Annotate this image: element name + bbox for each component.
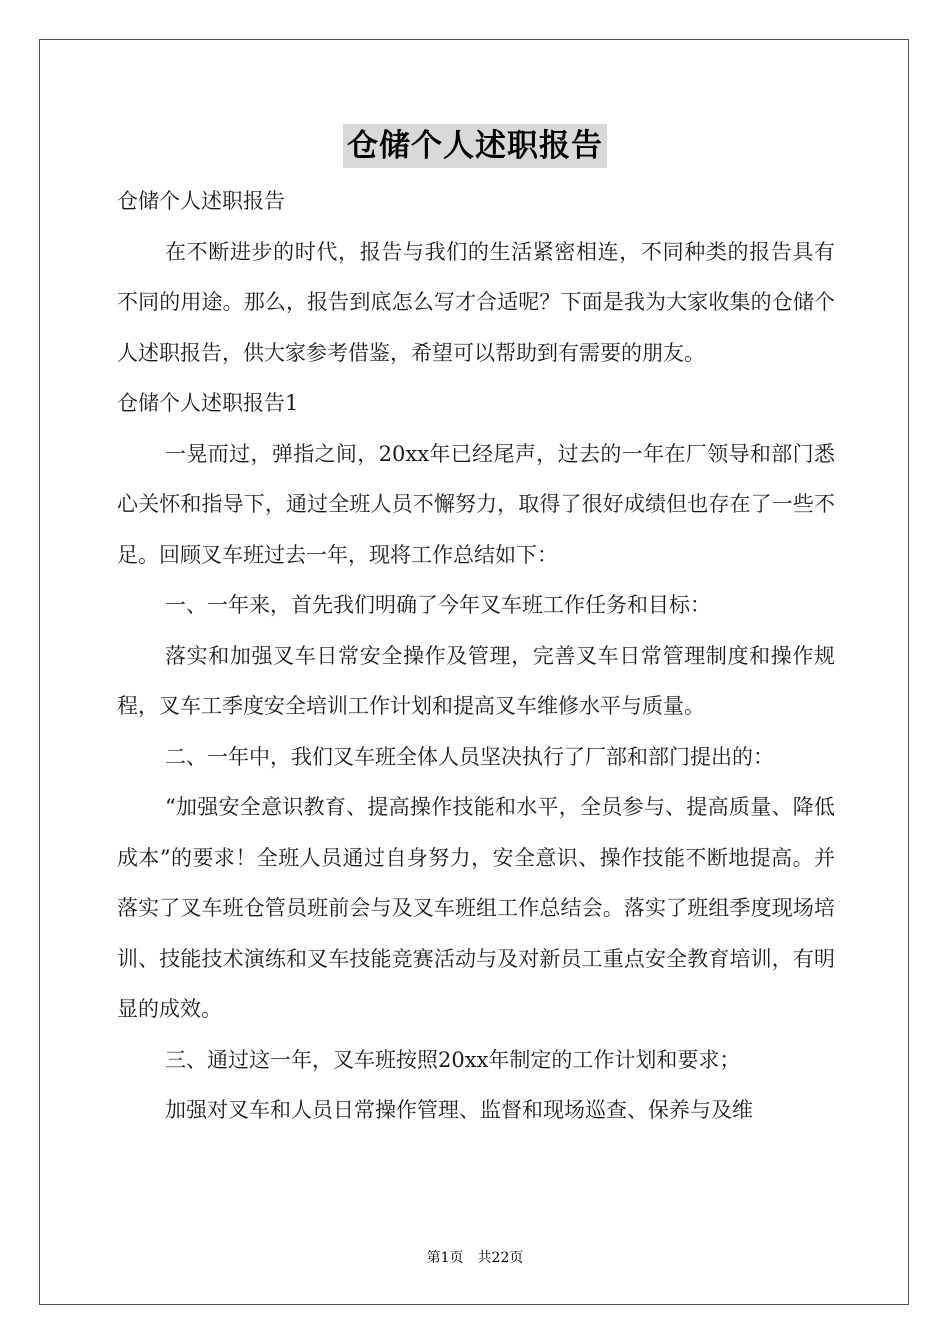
paragraph: 在不断进步的时代，报告与我们的生活紧密相连，不同种类的报告具有不同的用途。那么，报告到底怎么写才合适呢？下面是我为大家收集的仓储个人述职报告，供大家参考借鉴，希望可以帮助到有需要的朋友。 (117, 239, 835, 365)
paragraph: 三、通过这一年，叉车班按照20xx年制定的工作计划和要求； (165, 1047, 741, 1072)
document-title: 仓储个人述职报告 (343, 124, 607, 168)
paragraph: 加强对叉车和人员日常操作管理、监督和现场巡查、保养与及维 (165, 1098, 753, 1122)
paragraph: 仓储个人述职报告1 (117, 391, 299, 415)
page-total: 共22页 (477, 1250, 524, 1266)
paragraph: 落实和加强叉车日常安全操作及管理，完善叉车日常管理制度和操作规程，叉车工季度安全培训工作计划和提高叉车维修水平与质量。 (117, 643, 835, 718)
paragraph: “加强安全意识教育、提高操作技能和水平，全员参与、提高质量、降低成本”的要求！全班人员通过自身努力，安全意识、操作技能不断地提高。并落实了叉车班仓管员班前会与及叉车班组工作总结会。落实了班组季度现场培训、技能技术演练和叉车技能竞赛活动与及对新员工重点安全教育培训，有明显的成效。 (117, 795, 835, 1021)
paragraph: 一晃而过，弹指之间，20xx年已经尾声，过去的一年在厂领导和部门悉心关怀和指导下，通过全班人员不懈努力，取得了很好成绩但也存在了一些不足。回顾叉车班过去一年，现将工作总结如下： (117, 441, 835, 567)
page-footer (0, 1247, 950, 1267)
title-wrap (0, 124, 950, 168)
paragraph: 一、一年来，首先我们明确了今年叉车班工作任务和目标： (165, 593, 711, 617)
document-body (117, 176, 835, 1136)
paragraph: 二、一年中，我们叉车班全体人员坚决执行了厂部和部门提出的： (165, 744, 774, 769)
paragraph: 仓储个人述职报告 (117, 189, 285, 213)
page-number: 第1页 (426, 1250, 464, 1266)
